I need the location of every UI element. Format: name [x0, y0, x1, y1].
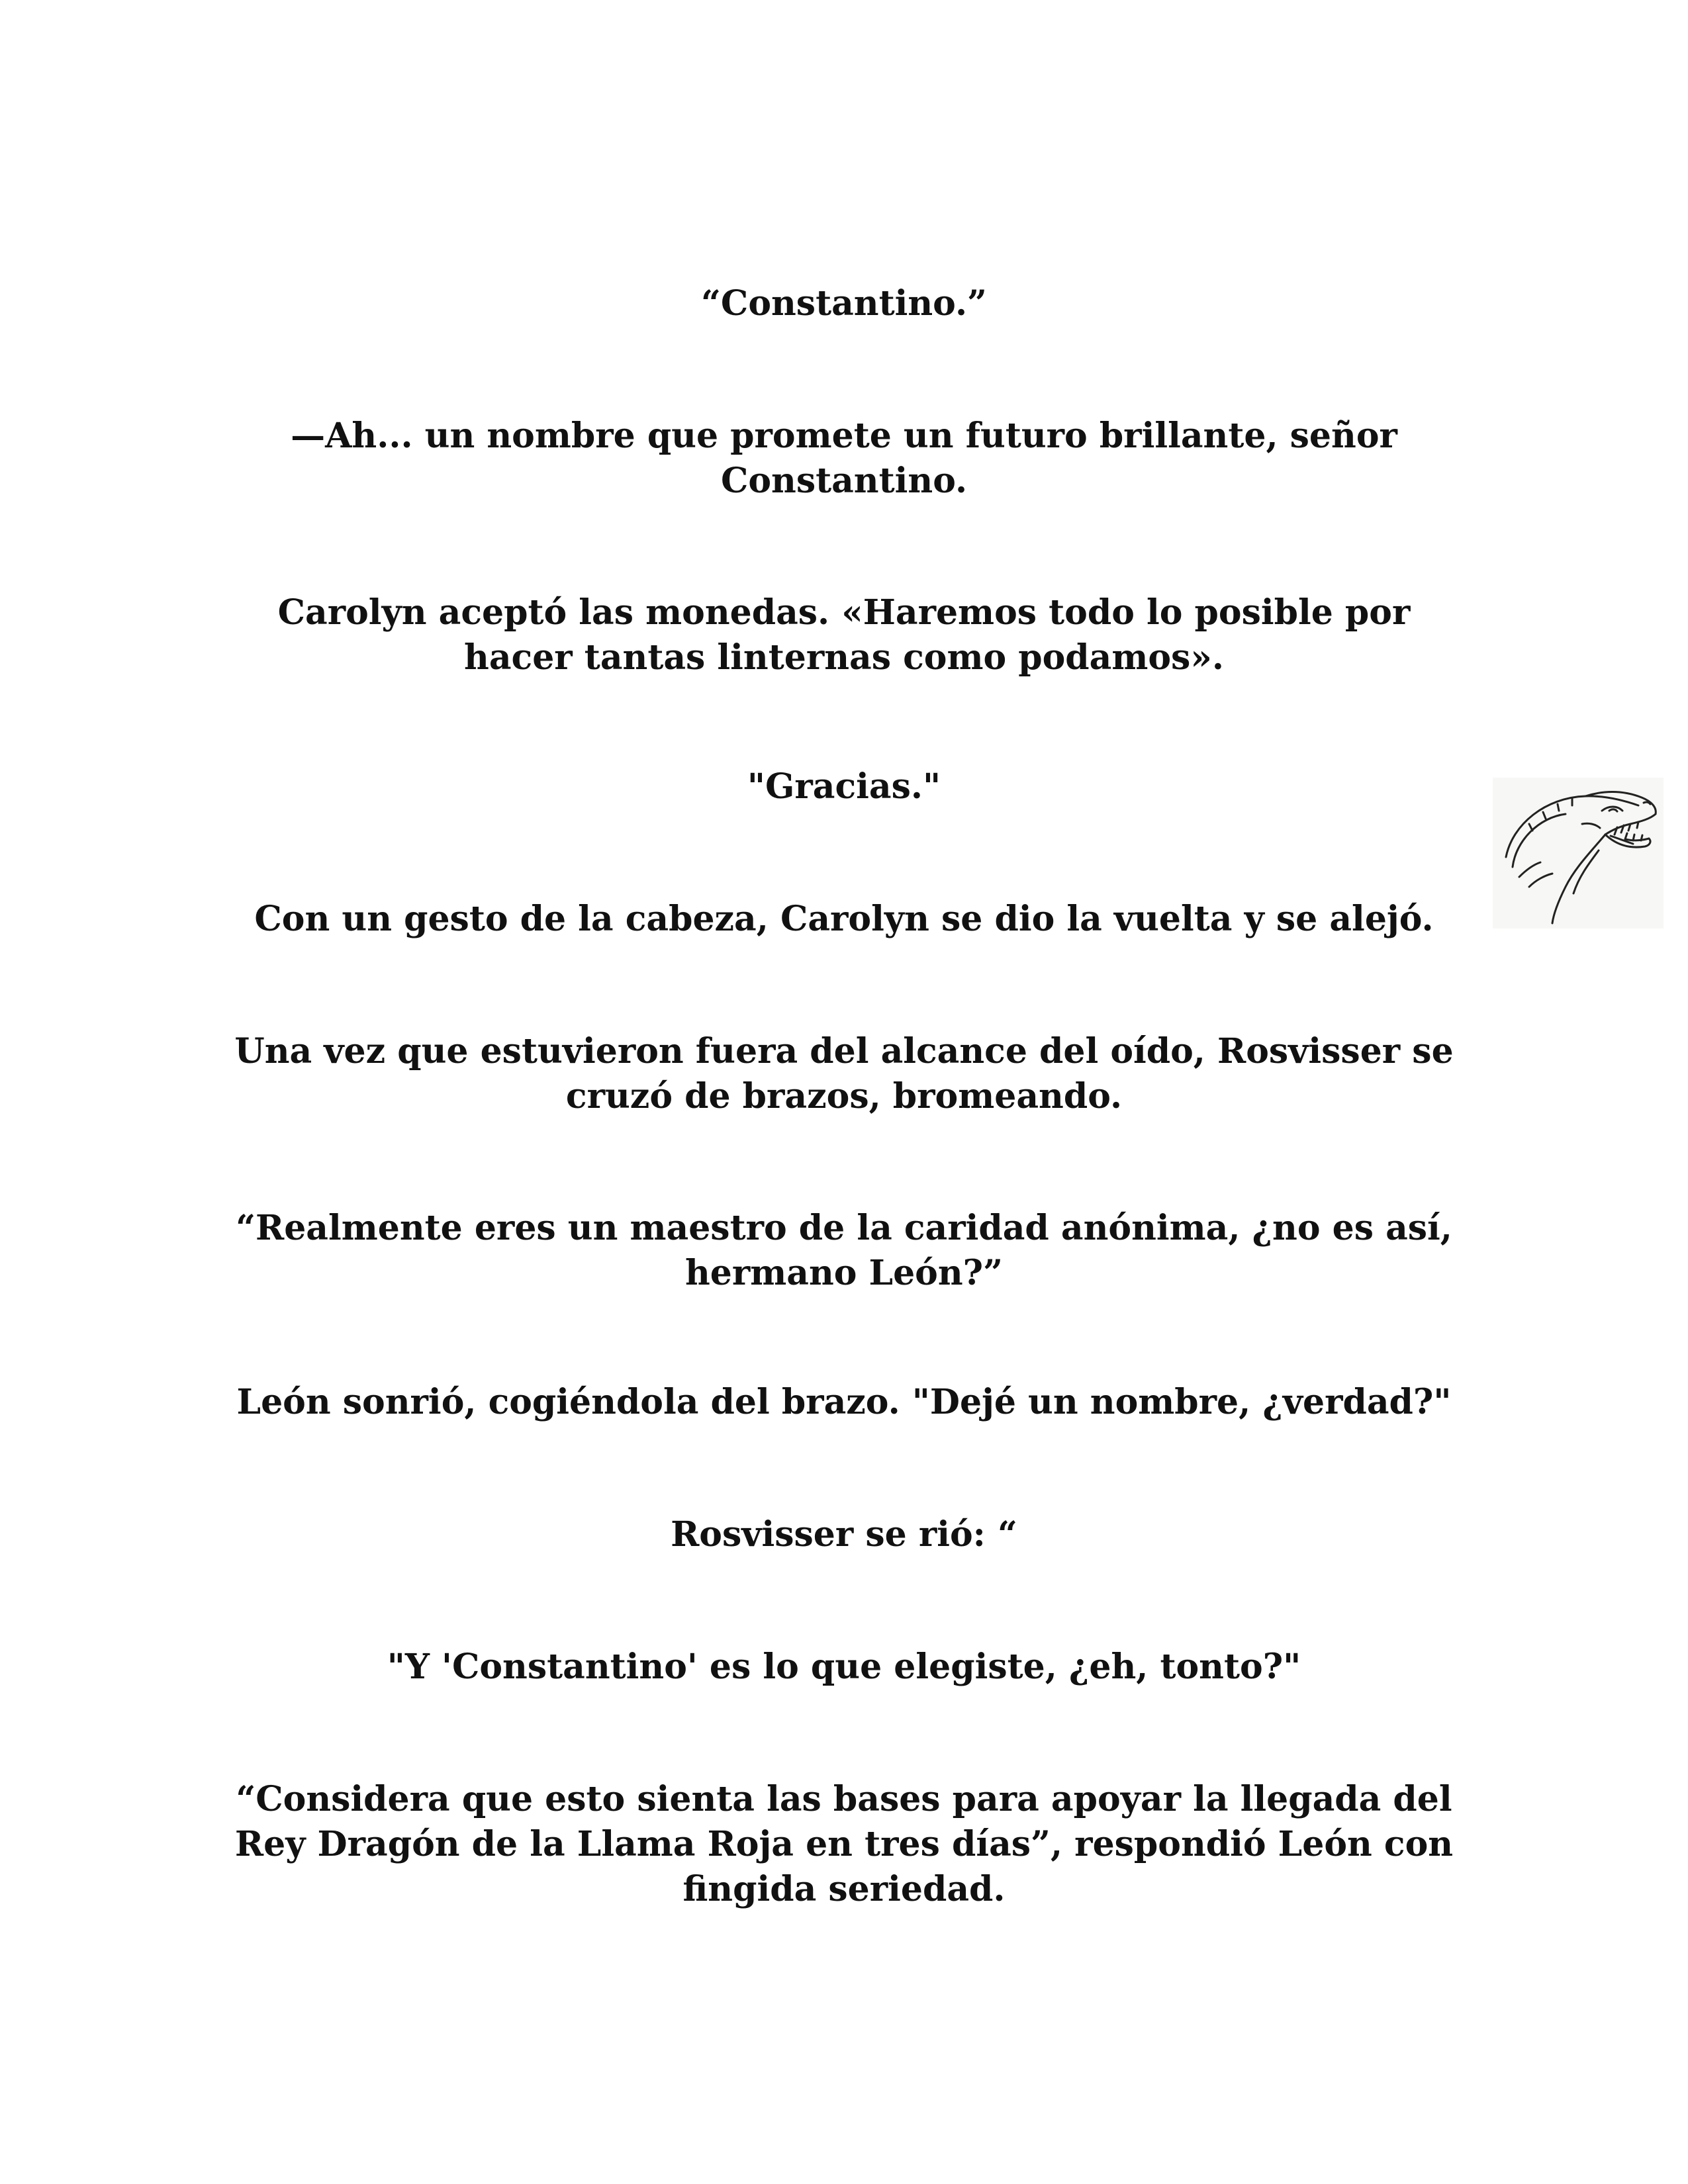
- paragraph-10: "Y 'Constantino' es lo que elegiste, ¿eh, tonto?": [387, 1647, 1301, 1687]
- paragraph-3: Carolyn aceptó las monedas. «Haremos todo lo posible por hacer tantas linternas como podamos».: [277, 592, 1411, 678]
- paragraph-8: León sonrió, cogiéndola del brazo. "Dejé un nombre, ¿verdad?": [236, 1382, 1452, 1422]
- paragraph-6: Una vez que estuvieron fuera del alcance del oído, Rosvisser se cruzó de brazos, bromeando.: [234, 1031, 1454, 1116]
- paragraph-5: Con un gesto de la cabeza, Carolyn se dio la vuelta y se alejó.: [254, 899, 1434, 939]
- paragraph-9: Rosvisser se rió: “: [671, 1514, 1017, 1555]
- dragon-sketch-icon: [1493, 778, 1664, 929]
- paragraph-1: “Constantino.”: [701, 283, 987, 324]
- paragraph-11: “Considera que esto sienta las bases para apoyar la llegada del Rey Dragón de la Llama Roja en tres días”, respondió León con fingida seriedad.: [234, 1779, 1454, 1909]
- paragraph-2: —Ah... un nombre que promete un futuro brillante, señor Constantino.: [291, 416, 1397, 501]
- paragraph-7: “Realmente eres un maestro de la caridad anónima, ¿no es así, hermano León?”: [236, 1208, 1452, 1293]
- paragraph-4: "Gracias.": [747, 766, 941, 807]
